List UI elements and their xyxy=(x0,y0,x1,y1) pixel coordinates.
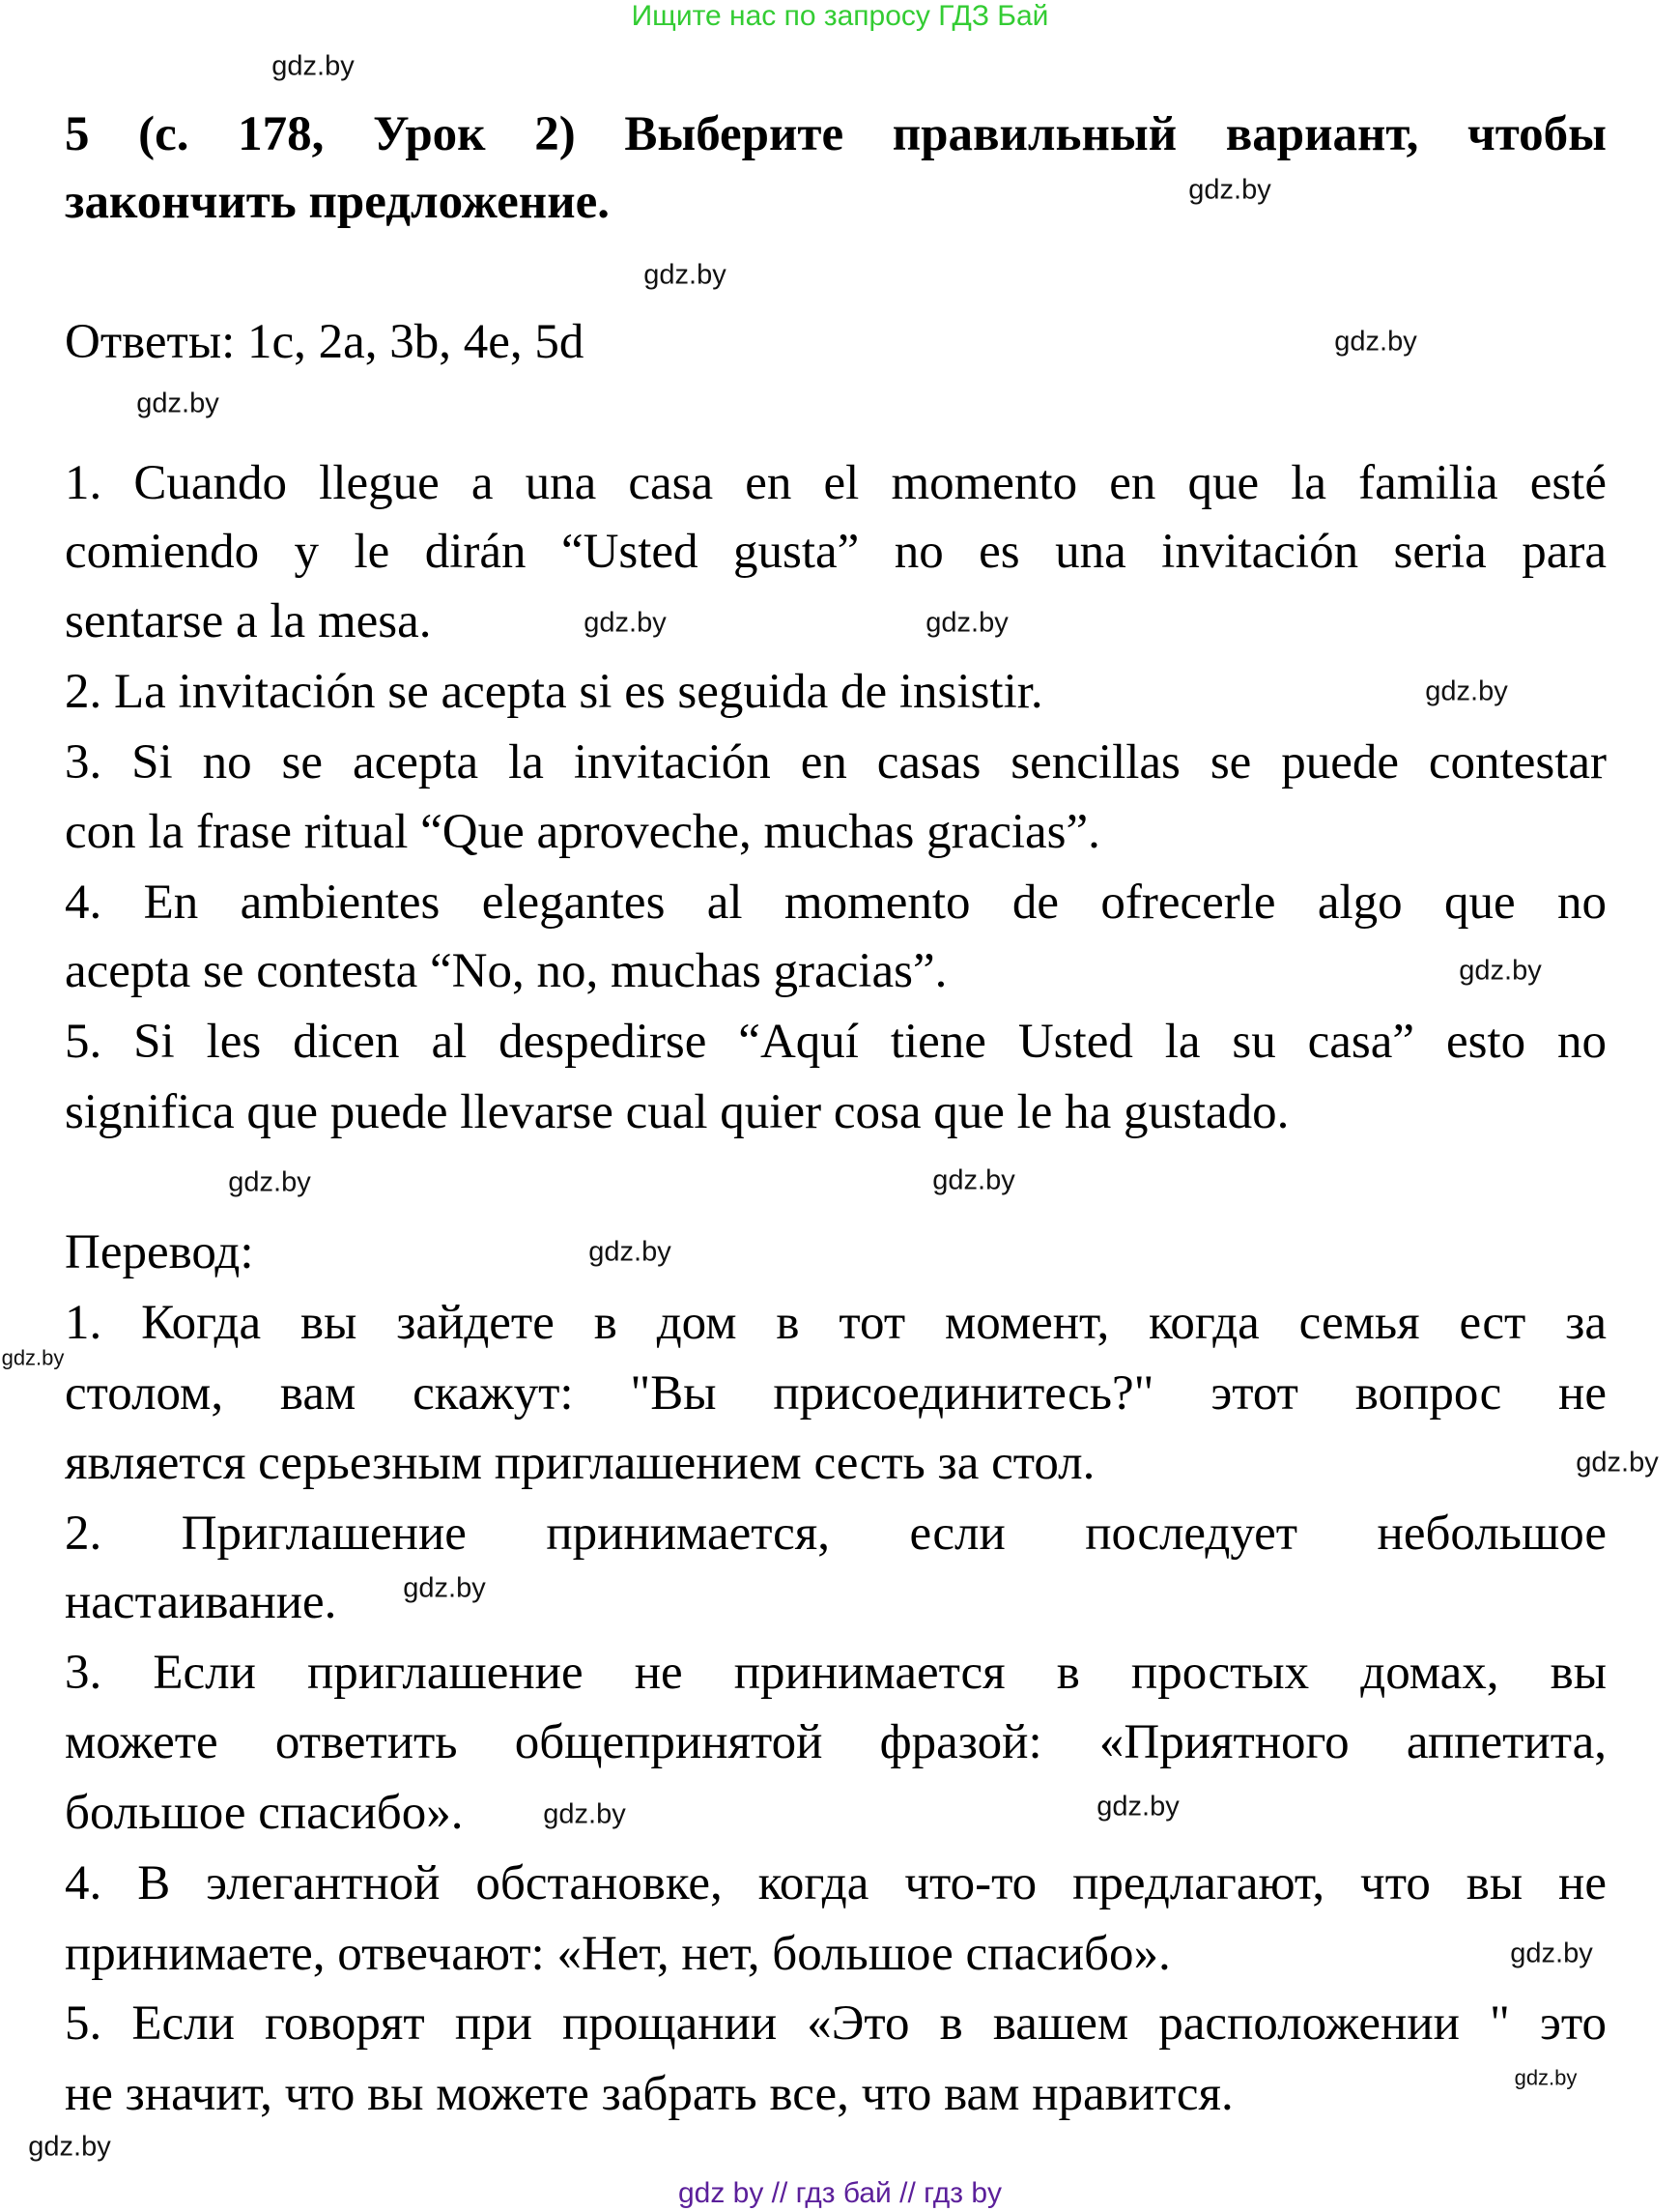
watermark: gdz.by xyxy=(1188,174,1271,206)
watermark: gdz.by xyxy=(1514,2065,1578,2090)
spanish-sentence-line: 3. Si no se acepta la invitación en casas sencillas se puede contestar xyxy=(65,735,1607,790)
watermark: gdz.by xyxy=(1096,1791,1180,1823)
translation-line: 3. Если приглашение не принимается в простых домах, вы xyxy=(65,1646,1607,1700)
search-hint-banner: Ищите нас по запросу ГДЗ Бай xyxy=(631,0,1049,32)
spanish-sentence-line: sentarse a la mesa. xyxy=(65,594,432,648)
watermark: gdz.by xyxy=(1459,955,1542,987)
watermark: gdz.by xyxy=(1425,675,1508,707)
spanish-sentence-line: 4. En ambientes elegantes al momento de ofrecerle algo que no xyxy=(65,876,1607,930)
translation-line: 2. Приглашение принимается, если последует небольшое xyxy=(65,1507,1607,1561)
task-title-line-1: 5 (с. 178, Урок 2) Выберите правильный вариант, чтобы xyxy=(65,107,1607,161)
watermark: gdz.by xyxy=(643,259,726,291)
answers: Ответы: 1c, 2a, 3b, 4e, 5d xyxy=(65,315,584,369)
translation-line: 4. В элегантной обстановке, когда что-то предлагают, что вы не xyxy=(65,1856,1607,1910)
translation-line: настаивание. xyxy=(65,1575,337,1629)
task-title-line-2: закончить предложение. xyxy=(65,175,610,229)
spanish-sentence-line: con la frase ritual “Que aproveche, muchas gracias”. xyxy=(65,805,1100,859)
watermark: gdz.by xyxy=(28,2131,111,2163)
watermark: gdz.by xyxy=(136,388,219,419)
spanish-sentence-line: acepta se contesta “No, no, muchas gracias”. xyxy=(65,944,948,998)
spanish-sentence-line: 2. La invitación se acepta si es seguida de insistir. xyxy=(65,665,1043,719)
watermark: gdz.by xyxy=(1334,326,1417,358)
watermark: gdz.by xyxy=(588,1236,671,1268)
translation-line: не значит, что вы можете забрать все, что вам нравится. xyxy=(65,2067,1234,2121)
watermark: gdz.by xyxy=(1,1345,65,1370)
watermark: gdz.by xyxy=(403,1572,486,1604)
translation-line: 1. Когда вы зайдете в дом в тот момент, когда семья ест за xyxy=(65,1296,1607,1350)
watermark: gdz.by xyxy=(543,1798,626,1830)
translation-heading: Перевод: xyxy=(65,1225,254,1279)
watermark: gdz.by xyxy=(228,1166,311,1198)
watermark: gdz.by xyxy=(1576,1447,1659,1479)
watermark: gdz.by xyxy=(932,1164,1015,1196)
translation-line: является серьезным приглашением сесть за стол. xyxy=(65,1436,1096,1490)
translation-line: можете ответить общепринятой фразой: «Приятного аппетита, xyxy=(65,1715,1607,1769)
watermark: gdz.by xyxy=(584,607,667,639)
watermark: gdz.by xyxy=(271,50,355,82)
footer-links: gdz by // гдз бай // гдз by xyxy=(677,2177,1003,2209)
translation-line: принимаете, отвечают: «Нет, нет, большое спасибо». xyxy=(65,1927,1171,1981)
translation-line: 5. Если говорят при прощании «Это в вашем расположении " это xyxy=(65,1996,1607,2051)
spanish-sentence-line: 5. Si les dicen al despedirse “Aquí tiene Usted la su casa” esto no xyxy=(65,1015,1607,1069)
translation-line: большое спасибо». xyxy=(65,1786,464,1840)
watermark: gdz.by xyxy=(925,607,1009,639)
watermark: gdz.by xyxy=(1510,1938,1593,1969)
translation-line: столом, вам скажут: "Вы присоединитесь?" этот вопрос не xyxy=(65,1366,1607,1421)
spanish-sentence-line: comiendo y le dirán “Usted gusta” no es una invitación seria para xyxy=(65,525,1607,579)
spanish-sentence-line: significa que puede llevarse cual quier cosa que le ha gustado. xyxy=(65,1085,1290,1139)
spanish-sentence-line: 1. Cuando llegue a una casa en el momento en que la familia esté xyxy=(65,456,1607,510)
